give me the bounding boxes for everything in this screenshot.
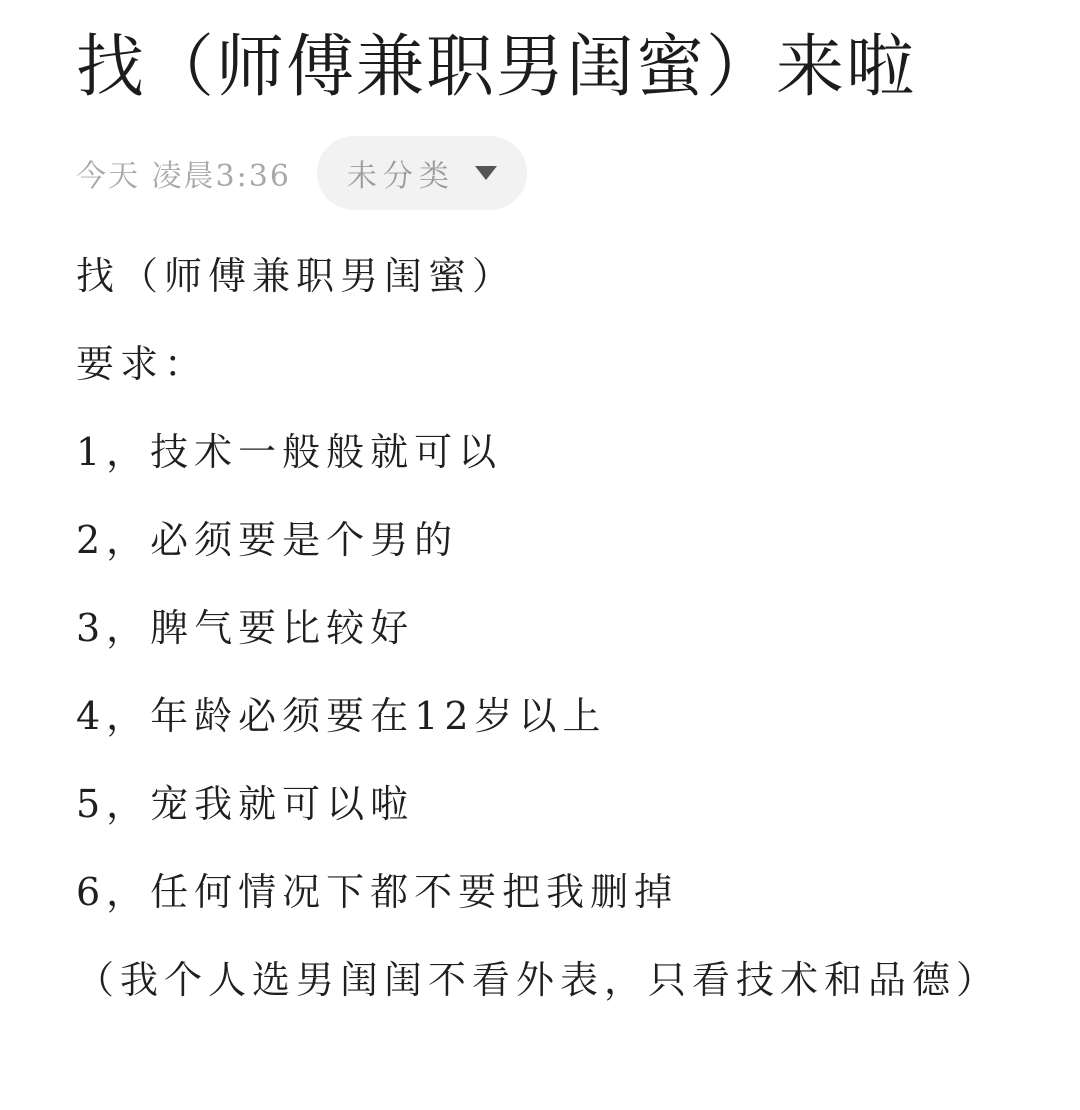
body-line-remark: （我个人选男闺闺不看外表，只看技术和品德） (76, 958, 1001, 1002)
body-line-item-2: 2，必须要是个男的 (76, 518, 459, 562)
note-body[interactable] (76, 232, 1016, 1024)
note-timestamp: 今天 凌晨3:36 (76, 159, 291, 194)
body-line-requirements-label: 要求： (76, 342, 209, 386)
category-label: 未分类 (346, 159, 455, 194)
note-meta (76, 136, 527, 210)
category-dropdown[interactable] (317, 136, 527, 210)
chevron-down-icon (475, 166, 497, 180)
body-line-item-1: 1，技术一般般就可以 (76, 430, 503, 474)
body-line-item-6: 6，任何情况下都不要把我删掉 (76, 870, 679, 914)
note-title[interactable]: 找（师傅兼职男闺蜜）来啦 (76, 28, 917, 107)
body-line-item-5: 5，宠我就可以啦 (76, 782, 415, 826)
body-line-item-4: 4，年龄必须要在12岁以上 (76, 694, 607, 738)
body-line-item-3: 3，脾气要比较好 (76, 606, 415, 650)
body-line-heading: 找（师傅兼职男闺蜜） (76, 254, 517, 298)
